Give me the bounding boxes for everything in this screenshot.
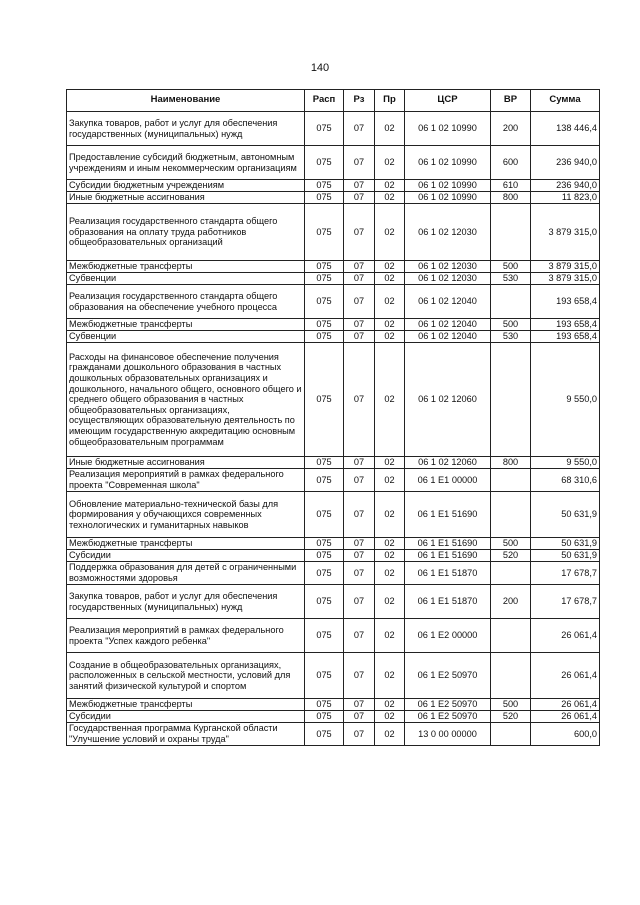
table-row	[67, 562, 600, 585]
cell-sum: 3 879 315,0	[531, 204, 600, 261]
cell-name: Реализация мероприятий в рамках федерального проекта "Современная школа"	[67, 469, 305, 492]
cell-rz: 07	[344, 343, 375, 457]
cell-csr: 06 1 E2 50970	[405, 711, 491, 723]
cell-csr: 06 1 E1 51690	[405, 538, 491, 550]
header-pr: Пр	[375, 90, 405, 112]
cell-rasp: 075	[305, 619, 344, 653]
cell-name: Субвенции	[67, 331, 305, 343]
cell-pr: 02	[375, 343, 405, 457]
cell-csr: 06 1 E2 50970	[405, 653, 491, 699]
cell-vr	[491, 343, 531, 457]
page-number: 140	[310, 62, 330, 74]
cell-rz: 07	[344, 653, 375, 699]
cell-csr: 06 1 E2 50970	[405, 699, 491, 711]
cell-rasp: 075	[305, 550, 344, 562]
cell-vr: 600	[491, 146, 531, 180]
cell-vr: 800	[491, 192, 531, 204]
table-row	[67, 723, 600, 746]
cell-name: Предоставление субсидий бюджетным, автономным учреждениям и иным некоммерческим организациям	[67, 146, 305, 180]
cell-rz: 07	[344, 550, 375, 562]
cell-sum: 193 658,4	[531, 285, 600, 319]
cell-vr: 500	[491, 261, 531, 273]
cell-pr: 02	[375, 273, 405, 285]
cell-sum: 193 658,4	[531, 331, 600, 343]
cell-csr: 06 1 E1 51690	[405, 550, 491, 562]
cell-sum: 50 631,9	[531, 492, 600, 538]
table-row	[67, 146, 600, 180]
table-row	[67, 273, 600, 285]
cell-vr	[491, 562, 531, 585]
table-header-row	[67, 90, 600, 112]
cell-sum: 600,0	[531, 723, 600, 746]
cell-name: Закупка товаров, работ и услуг для обеспечения государственных (муниципальных) нужд	[67, 585, 305, 619]
cell-sum: 17 678,7	[531, 585, 600, 619]
cell-name: Межбюджетные трансферты	[67, 261, 305, 273]
cell-rz: 07	[344, 146, 375, 180]
cell-sum: 11 823,0	[531, 192, 600, 204]
table-row	[67, 112, 600, 146]
cell-vr	[491, 492, 531, 538]
cell-rasp: 075	[305, 723, 344, 746]
table-row	[67, 331, 600, 343]
table-row	[67, 653, 600, 699]
cell-sum: 3 879 315,0	[531, 261, 600, 273]
table-row	[67, 343, 600, 457]
cell-rz: 07	[344, 192, 375, 204]
cell-rasp: 075	[305, 343, 344, 457]
cell-rasp: 075	[305, 653, 344, 699]
cell-sum: 9 550,0	[531, 457, 600, 469]
header-vr: ВР	[491, 90, 531, 112]
header-sum: Сумма	[531, 90, 600, 112]
cell-vr	[491, 653, 531, 699]
cell-csr: 06 1 02 12060	[405, 457, 491, 469]
cell-name: Реализация государственного стандарта общего образования на оплату труда работников общеобразовательных организаций	[67, 204, 305, 261]
cell-pr: 02	[375, 492, 405, 538]
table-row	[67, 550, 600, 562]
cell-sum: 26 061,4	[531, 653, 600, 699]
cell-vr: 610	[491, 180, 531, 192]
cell-name: Реализация мероприятий в рамках федерального проекта "Успех каждого ребенка"	[67, 619, 305, 653]
cell-vr	[491, 285, 531, 319]
cell-name: Обновление материально-технической базы для формирования у обучающихся современных технологических и гуманитарных навыков	[67, 492, 305, 538]
cell-csr: 06 1 E1 51870	[405, 562, 491, 585]
cell-vr: 500	[491, 538, 531, 550]
cell-rasp: 075	[305, 469, 344, 492]
cell-pr: 02	[375, 261, 405, 273]
cell-name: Субсидии	[67, 550, 305, 562]
cell-csr: 06 1 E1 51690	[405, 492, 491, 538]
cell-vr: 200	[491, 112, 531, 146]
cell-name: Межбюджетные трансферты	[67, 319, 305, 331]
table-row	[67, 469, 600, 492]
header-name: Наименование	[67, 90, 305, 112]
cell-vr: 500	[491, 319, 531, 331]
cell-pr: 02	[375, 319, 405, 331]
cell-rasp: 075	[305, 319, 344, 331]
table-row	[67, 492, 600, 538]
cell-rasp: 075	[305, 112, 344, 146]
cell-csr: 06 1 02 10990	[405, 192, 491, 204]
cell-rasp: 075	[305, 562, 344, 585]
cell-rasp: 075	[305, 699, 344, 711]
cell-pr: 02	[375, 619, 405, 653]
table-row	[67, 204, 600, 261]
cell-rz: 07	[344, 457, 375, 469]
cell-csr: 06 1 02 10990	[405, 180, 491, 192]
cell-rz: 07	[344, 492, 375, 538]
table-row	[67, 457, 600, 469]
table-row	[67, 319, 600, 331]
cell-pr: 02	[375, 192, 405, 204]
cell-rasp: 075	[305, 180, 344, 192]
cell-sum: 17 678,7	[531, 562, 600, 585]
cell-pr: 02	[375, 469, 405, 492]
cell-sum: 68 310,6	[531, 469, 600, 492]
cell-name: Межбюджетные трансферты	[67, 699, 305, 711]
cell-sum: 236 940,0	[531, 180, 600, 192]
cell-name: Закупка товаров, работ и услуг для обеспечения государственных (муниципальных) нужд	[67, 112, 305, 146]
header-rasp: Расп	[305, 90, 344, 112]
cell-pr: 02	[375, 285, 405, 319]
cell-vr	[491, 619, 531, 653]
cell-sum: 193 658,4	[531, 319, 600, 331]
cell-rz: 07	[344, 180, 375, 192]
cell-pr: 02	[375, 723, 405, 746]
cell-csr: 06 1 02 12060	[405, 343, 491, 457]
cell-rz: 07	[344, 619, 375, 653]
cell-vr: 500	[491, 699, 531, 711]
cell-csr: 06 1 02 12040	[405, 331, 491, 343]
cell-rasp: 075	[305, 711, 344, 723]
table-row	[67, 261, 600, 273]
cell-csr: 06 1 02 10990	[405, 146, 491, 180]
cell-csr: 13 0 00 00000	[405, 723, 491, 746]
cell-rasp: 075	[305, 204, 344, 261]
cell-rasp: 075	[305, 192, 344, 204]
table-row	[67, 285, 600, 319]
cell-rz: 07	[344, 585, 375, 619]
cell-csr: 06 1 02 12040	[405, 285, 491, 319]
table-row	[67, 585, 600, 619]
cell-pr: 02	[375, 585, 405, 619]
cell-vr: 530	[491, 331, 531, 343]
cell-rz: 07	[344, 723, 375, 746]
cell-name: Иные бюджетные ассигнования	[67, 457, 305, 469]
cell-name: Межбюджетные трансферты	[67, 538, 305, 550]
header-rz: Рз	[344, 90, 375, 112]
cell-rz: 07	[344, 112, 375, 146]
cell-pr: 02	[375, 180, 405, 192]
cell-pr: 02	[375, 112, 405, 146]
cell-rz: 07	[344, 331, 375, 343]
cell-csr: 06 1 E1 00000	[405, 469, 491, 492]
cell-vr	[491, 469, 531, 492]
budget-table	[66, 89, 600, 746]
cell-sum: 3 879 315,0	[531, 273, 600, 285]
cell-name: Реализация государственного стандарта общего образования на обеспечение учебного процесса	[67, 285, 305, 319]
cell-pr: 02	[375, 711, 405, 723]
cell-rz: 07	[344, 711, 375, 723]
cell-rz: 07	[344, 562, 375, 585]
table-row	[67, 711, 600, 723]
cell-rz: 07	[344, 273, 375, 285]
cell-csr: 06 1 02 10990	[405, 112, 491, 146]
cell-sum: 50 631,9	[531, 538, 600, 550]
table-row	[67, 699, 600, 711]
cell-rasp: 075	[305, 457, 344, 469]
cell-name: Субсидии бюджетным учреждениям	[67, 180, 305, 192]
cell-vr	[491, 204, 531, 261]
cell-rz: 07	[344, 469, 375, 492]
cell-rz: 07	[344, 204, 375, 261]
cell-pr: 02	[375, 699, 405, 711]
cell-csr: 06 1 02 12040	[405, 319, 491, 331]
cell-name: Расходы на финансовое обеспечение получения гражданами дошкольного образования в частных дошкольных образовательных организациях и дошкольного, начального общего, основного общего и среднего общего образования в частных общеобразовательных организациях, осуществляющих образовательную деятельность по имеющим государственную аккредитацию основным общеобразовательным программам	[67, 343, 305, 457]
cell-vr: 520	[491, 711, 531, 723]
cell-sum: 50 631,9	[531, 550, 600, 562]
cell-sum: 26 061,4	[531, 699, 600, 711]
cell-vr	[491, 723, 531, 746]
cell-rz: 07	[344, 319, 375, 331]
cell-pr: 02	[375, 653, 405, 699]
cell-rasp: 075	[305, 273, 344, 285]
cell-csr: 06 1 E2 00000	[405, 619, 491, 653]
cell-rz: 07	[344, 285, 375, 319]
cell-rz: 07	[344, 699, 375, 711]
cell-pr: 02	[375, 331, 405, 343]
cell-sum: 138 446,4	[531, 112, 600, 146]
cell-vr: 520	[491, 550, 531, 562]
cell-sum: 236 940,0	[531, 146, 600, 180]
cell-rasp: 075	[305, 585, 344, 619]
cell-rasp: 075	[305, 492, 344, 538]
table-row	[67, 180, 600, 192]
cell-csr: 06 1 02 12030	[405, 273, 491, 285]
cell-rasp: 075	[305, 538, 344, 550]
cell-csr: 06 1 E1 51870	[405, 585, 491, 619]
cell-rz: 07	[344, 261, 375, 273]
cell-sum: 26 061,4	[531, 711, 600, 723]
cell-pr: 02	[375, 146, 405, 180]
cell-vr: 530	[491, 273, 531, 285]
cell-rasp: 075	[305, 261, 344, 273]
cell-pr: 02	[375, 457, 405, 469]
table-row	[67, 192, 600, 204]
cell-pr: 02	[375, 204, 405, 261]
cell-rz: 07	[344, 538, 375, 550]
cell-pr: 02	[375, 562, 405, 585]
cell-name: Создание в общеобразовательных организациях, расположенных в сельской местности, условий для занятий физической культурой и спортом	[67, 653, 305, 699]
table-body	[67, 112, 600, 746]
table-row	[67, 619, 600, 653]
cell-name: Субвенции	[67, 273, 305, 285]
cell-vr: 800	[491, 457, 531, 469]
cell-rasp: 075	[305, 331, 344, 343]
cell-sum: 9 550,0	[531, 343, 600, 457]
cell-name: Иные бюджетные ассигнования	[67, 192, 305, 204]
cell-csr: 06 1 02 12030	[405, 204, 491, 261]
cell-name: Поддержка образования для детей с ограниченными возможностями здоровья	[67, 562, 305, 585]
cell-csr: 06 1 02 12030	[405, 261, 491, 273]
header-csr: ЦСР	[405, 90, 491, 112]
cell-name: Государственная программа Курганской области "Улучшение условий и охраны труда"	[67, 723, 305, 746]
cell-name: Субсидии	[67, 711, 305, 723]
cell-vr: 200	[491, 585, 531, 619]
cell-rasp: 075	[305, 146, 344, 180]
cell-rasp: 075	[305, 285, 344, 319]
cell-sum: 26 061,4	[531, 619, 600, 653]
cell-pr: 02	[375, 550, 405, 562]
table-row	[67, 538, 600, 550]
cell-pr: 02	[375, 538, 405, 550]
